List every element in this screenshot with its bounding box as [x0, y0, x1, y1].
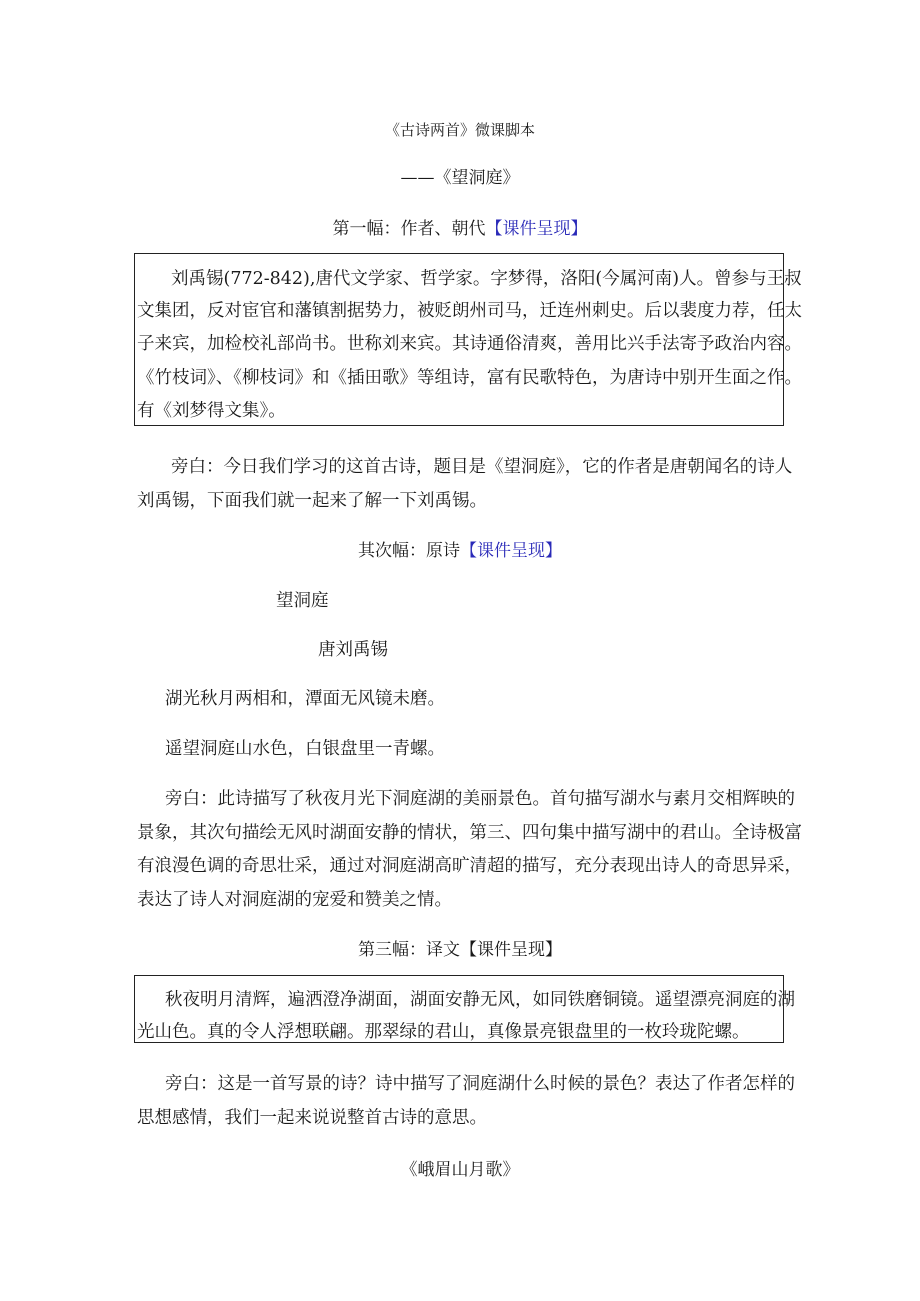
translation-line: 光山色。真的令人浮想联翩。那翠绿的君山，真像景亮银盘里的一枚玲珑陀螺。	[137, 1022, 750, 1042]
narration-line: 刘禹锡，下面我们就一起来了解一下刘禹锡。	[137, 491, 487, 511]
narration-line: 表达了诗人对洞庭湖的宠爱和赞美之情。	[137, 890, 452, 910]
section2-heading	[0, 536, 920, 561]
translation-line: 秋夜明月清辉，遍洒澄净湖面，湖面安静无风，如同铁磨铜镜。遥望漂亮洞庭的湖	[165, 990, 795, 1010]
section2-heading-text: 其次幅：原诗	[358, 541, 460, 561]
author-info-line: 有《刘梦得文集》。	[137, 401, 286, 421]
narration-line: 有浪漫色调的奇思壮采，通过对洞庭湖高旷清超的描写，充分表现出诗人的奇思异采，	[137, 856, 802, 876]
section3-heading: 第三幅：译文【课件呈现】	[358, 940, 562, 960]
poem-title: 望洞庭	[276, 591, 329, 611]
section2-tag: 【课件呈现】	[460, 541, 562, 561]
narration-line: 景象，其次句描绘无风时湖面安静的情状，第三、四句集中描写湖中的君山。全诗极富	[137, 823, 802, 843]
next-poem-title: 《峨眉山月歌》	[400, 1160, 520, 1180]
document-subtitle: ——《望洞庭》	[400, 168, 520, 188]
document-title: 《古诗两首》微课脚本	[384, 121, 535, 139]
narration-line: 旁白：这是一首写景的诗？诗中描写了洞庭湖什么时候的景色？表达了作者怎样的	[165, 1074, 795, 1094]
section1-heading	[0, 214, 920, 239]
section1-heading-text: 第一幅：作者、朝代	[332, 219, 486, 239]
narration-line: 思想感情，我们一起来说说整首古诗的意思。	[137, 1108, 487, 1128]
narration-line: 旁白：此诗描写了秋夜月光下洞庭湖的美丽景色。首句描写湖水与素月交相辉映的	[165, 789, 795, 809]
author-info-line: 刘禹锡(772-842),唐代文学家、哲学家。字梦得，洛阳(今属河南)人。曾参与王叔	[171, 269, 802, 289]
poem-line: 遥望洞庭山水色，白银盘里一青螺。	[165, 739, 445, 759]
author-info-line: 文集团，反对宦官和藩镇割据势力，被贬朗州司马，迁连州刺史。后以裴度力荐，任太	[137, 301, 802, 321]
author-info-line: 子来宾，加检校礼部尚书。世称刘来宾。其诗通俗清爽，善用比兴手法寄予政治内容。	[137, 334, 802, 354]
narration-line: 旁白：今日我们学习的这首古诗，题目是《望洞庭》，它的作者是唐朝闻名的诗人	[171, 457, 793, 477]
section1-tag: 【课件呈现】	[485, 219, 588, 239]
poem-line: 湖光秋月两相和，潭面无风镜未磨。	[165, 689, 445, 709]
author-info-line: 《竹枝词》、《柳枝词》和《插田歌》等组诗，富有民歌特色，为唐诗中别开生面之作。	[137, 368, 802, 388]
poem-author: 唐刘禹锡	[318, 640, 388, 660]
